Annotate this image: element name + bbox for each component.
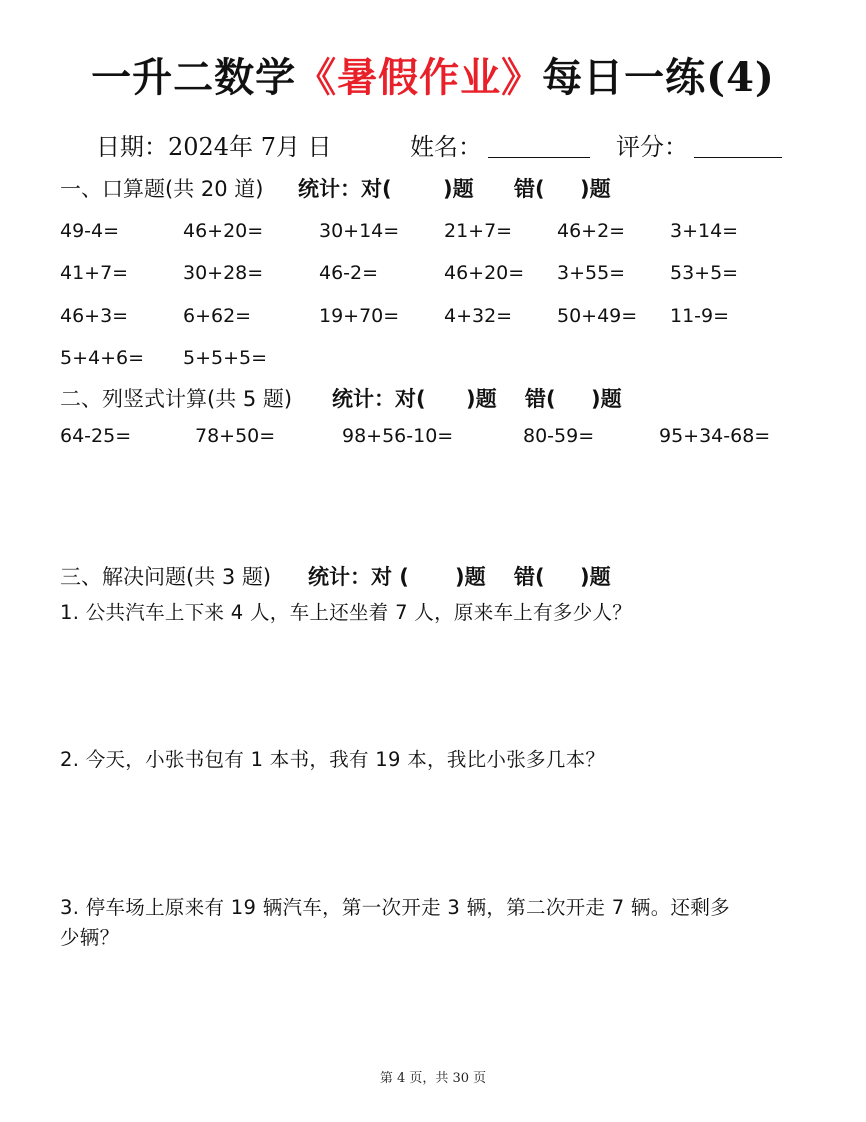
score-field[interactable] — [694, 157, 782, 158]
oral-problem: 30+14= — [319, 220, 400, 242]
vertical-problem: 80-59= — [523, 425, 595, 447]
oral-problem: 46+20= — [444, 262, 525, 284]
oral-problem: 41+7= — [60, 262, 129, 284]
word-question-1: 1. 公共汽车上下来 4 人，车上还坐着 7 人，原来车上有多少人？ — [60, 601, 633, 624]
section-oral-stat-wrong: 错( — [514, 177, 545, 201]
name-label: 姓名： — [410, 133, 482, 161]
oral-problem: 46+2= — [557, 220, 626, 242]
score-label: 评分： — [616, 133, 688, 161]
section-oral-stat-right-end: )题 — [443, 177, 474, 201]
vertical-problem: 95+34-68= — [659, 425, 771, 447]
section-vertical-stat-wrong-end: )题 — [591, 387, 622, 411]
vertical-problem: 78+50= — [195, 425, 276, 447]
section-oral-stat-right: 统计：对( — [298, 177, 392, 201]
section-vertical-heading: 二、列竖式计算(共 5 题) — [60, 387, 293, 411]
section-word-stat-wrong: 错( — [514, 565, 545, 589]
section-oral-heading: 一、口算题(共 20 道) — [60, 177, 264, 201]
section-word-stat-right: 统计：对 ( — [308, 565, 409, 589]
section-oral-stat-wrong-end: )题 — [580, 177, 611, 201]
oral-problem: 50+49= — [557, 305, 638, 327]
vertical-problem: 64-25= — [60, 425, 132, 447]
name-field[interactable] — [488, 157, 590, 158]
page-footer: 第 4 页，共 30 页 — [379, 1071, 487, 1086]
section-vertical-stat-wrong: 错( — [525, 387, 556, 411]
word-question-3-continued: 少辆？ — [60, 926, 120, 949]
date-label: 日期：2024年 7月 日 — [96, 133, 332, 161]
word-question-3: 3. 停车场上原来有 19 辆汽车，第一次开走 3 辆，第二次开走 7 辆。还剩多 — [60, 896, 730, 919]
oral-problem: 3+14= — [670, 220, 739, 242]
oral-problem: 46+20= — [183, 220, 264, 242]
oral-problem: 6+62= — [183, 305, 252, 327]
title-suffix: 每日一练(4) — [542, 54, 775, 101]
oral-problem: 11-9= — [670, 305, 730, 327]
oral-problem: 46-2= — [319, 262, 379, 284]
oral-problem: 30+28= — [183, 262, 264, 284]
section-vertical-stat-right: 统计：对( — [332, 387, 426, 411]
title-prefix: 一升二数学 — [91, 54, 297, 101]
oral-problem: 49-4= — [60, 220, 120, 242]
section-word-stat-wrong-end: )题 — [580, 565, 611, 589]
word-question-2: 2. 今天，小张书包有 1 本书，我有 19 本，我比小张多几本？ — [60, 748, 606, 771]
oral-problem: 5+4+6= — [60, 347, 145, 369]
section-word-heading: 三、解决问题(共 3 题) — [60, 565, 272, 589]
oral-problem: 4+32= — [444, 305, 513, 327]
vertical-problem: 98+56-10= — [342, 425, 454, 447]
title-highlight: 《暑假作业》 — [296, 54, 543, 101]
oral-problem: 46+3= — [60, 305, 129, 327]
oral-problem: 19+70= — [319, 305, 400, 327]
oral-problem: 53+5= — [670, 262, 739, 284]
oral-problem: 5+5+5= — [183, 347, 268, 369]
section-vertical-stat-right-end: )题 — [466, 387, 497, 411]
oral-problem: 21+7= — [444, 220, 513, 242]
section-word-stat-right-end: )题 — [455, 565, 486, 589]
page-title — [0, 50, 866, 106]
oral-problem: 3+55= — [557, 262, 626, 284]
